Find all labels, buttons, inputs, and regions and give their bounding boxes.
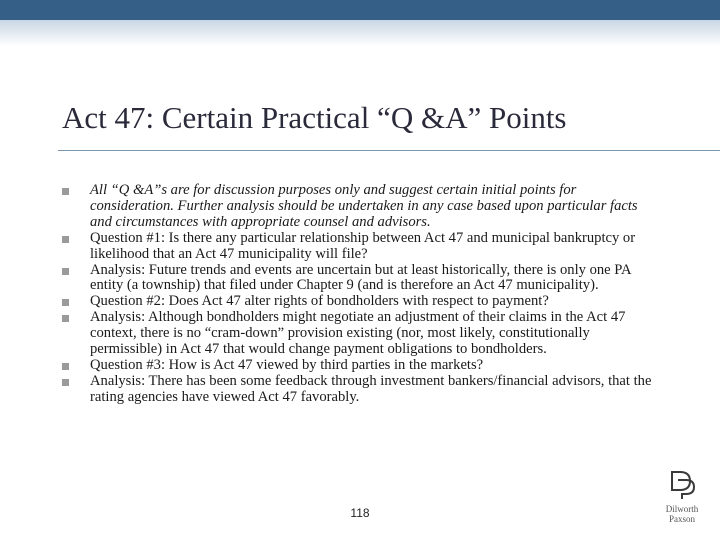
header-band [0,0,720,20]
dp-monogram-icon [668,470,696,500]
bullet-item [62,374,662,406]
bullet-text: Question #2: Does Act 47 alter rights of bondholders with respect to payment? [90,293,549,310]
bullet-marker-icon [62,236,69,243]
logo-line-2: Paxson [668,514,695,524]
bullet-marker-icon [62,363,69,370]
title-divider [58,150,720,151]
bullet-text: Analysis: Although bondholders might negotiate an adjustment of their claims in the Act 47 context, there is no “cram-down” provision existing (nor, most likely, constitutionally permissible) in Act 47 that would change payment obligations to bondholders. [90,309,626,358]
bullet-text: Question #3: How is Act 47 viewed by third parties in the markets? [90,356,484,373]
bullet-marker-icon [62,379,69,386]
bullet-text: Analysis: Future trends and events are uncertain but at least historically, there is only one PA entity (a township) that filed under Chapter 9 (and is therefore an Act 47 municipality). [90,261,631,294]
bullet-item [62,358,662,374]
bullet-text: All “Q &A”s are for discussion purposes only and suggest certain initial points for consideration. Further analysis should be undertaken in any case based upon particular facts and circumstances with appropriate counsel and advisors. [90,182,638,230]
bullet-item [62,263,662,295]
bullet-marker-icon [62,268,69,275]
bullet-marker-icon [62,299,69,306]
bullet-item [62,294,662,310]
page-number: 118 [350,506,370,520]
bullet-marker-icon [62,315,69,322]
bullet-text: Question #1: Is there any particular relationship between Act 47 and municipal bankruptcy or likelihood that an Act 47 municipality will file? [90,229,636,262]
bullet-item [62,231,662,263]
firm-logo [658,470,706,530]
bullet-item [62,183,662,231]
slide-title: Act 47: Certain Practical “Q &A” Points [62,100,567,135]
bullet-list [62,183,662,406]
logo-line-1: Dilworth [665,504,699,514]
header-gradient [0,20,720,46]
bullet-text: Analysis: There has been some feedback through investment bankers/financial advisors, that the rating agencies have viewed Act 47 favorably. [90,372,652,405]
bullet-marker-icon [62,188,69,195]
bullet-item [62,310,662,358]
